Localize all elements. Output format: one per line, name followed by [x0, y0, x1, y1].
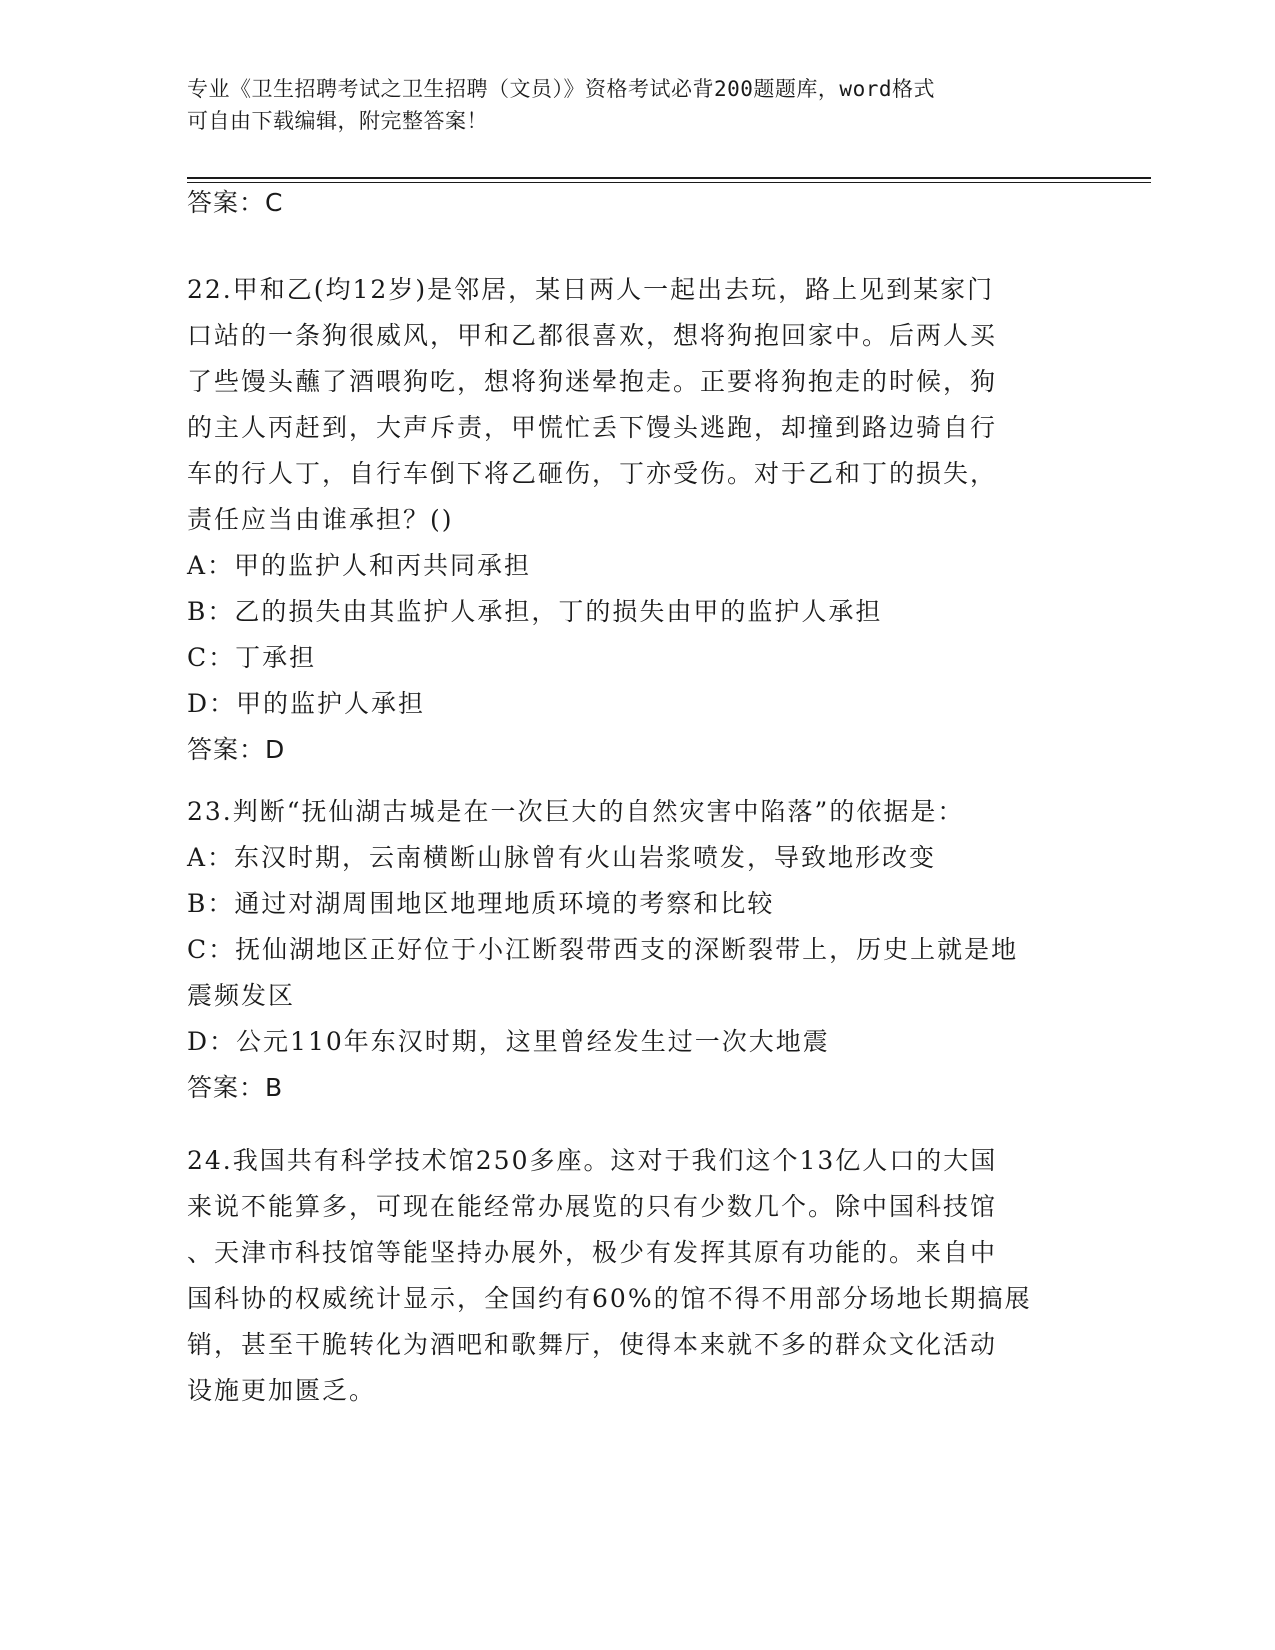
question-22	[187, 267, 1087, 773]
question-22-line-6: 责任应当由谁承担？()	[187, 505, 454, 534]
question-22-option-c: C：丁承担	[187, 643, 317, 672]
question-24-line-1: 24.我国共有科学技术馆250多座。这对于我们这个13亿人口的大国	[187, 1146, 998, 1175]
question-24-line-3: 、天津市科技馆等能坚持办展外，极少有发挥其原有功能的。来自中	[187, 1238, 998, 1267]
header-line-2: 可自由下载编辑，附完整答案！	[187, 109, 488, 133]
question-22-line-3: 了些馒头蘸了酒喂狗吃，想将狗迷晕抱走。正要将狗抱走的时候，狗	[187, 367, 998, 396]
question-23-answer: 答案：B	[187, 1073, 284, 1102]
question-22-line-5: 车的行人丁，自行车倒下将乙砸伤，丁亦受伤。对于乙和丁的损失，	[187, 459, 998, 488]
question-22-line-2: 口站的一条狗很威风，甲和乙都很喜欢，想将狗抱回家中。后两人买	[187, 321, 998, 350]
question-24-line-6: 设施更加匮乏。	[187, 1376, 377, 1405]
question-22-option-d: D：甲的监护人承担	[187, 689, 426, 718]
document-header	[187, 73, 1067, 137]
question-22-answer: 答案：D	[187, 735, 286, 764]
question-22-option-b: B：乙的损失由其监护人承担，丁的损失由甲的监护人承担	[187, 597, 883, 626]
question-23-option-b: B：通过对湖周围地区地理地质环境的考察和比较	[187, 889, 775, 918]
question-22-line-1: 22.甲和乙(均12岁)是邻居，某日两人一起出去玩，路上见到某家门	[187, 275, 995, 304]
question-23	[187, 789, 1087, 1111]
question-22-line-4: 的主人丙赶到，大声斥责，甲慌忙丢下馒头逃跑，却撞到路边骑自行	[187, 413, 998, 442]
answer-previous: 答案：C	[187, 188, 284, 217]
question-24-line-4: 国科协的权威统计显示，全国约有60%的馆不得不用部分场地长期搞展	[187, 1284, 1032, 1313]
header-divider-thick	[187, 177, 1151, 179]
question-24-line-2: 来说不能算多，可现在能经常办展览的只有少数几个。除中国科技馆	[187, 1192, 998, 1221]
question-24-line-5: 销，甚至干脆转化为酒吧和歌舞厅，使得本来就不多的群众文化活动	[187, 1330, 998, 1359]
question-22-option-a: A：甲的监护人和丙共同承担	[187, 551, 532, 580]
question-23-option-d: D：公元110年东汉时期，这里曾经发生过一次大地震	[187, 1027, 830, 1056]
question-23-option-c-cont: 震频发区	[187, 981, 296, 1010]
question-23-option-a: A：东汉时期，云南横断山脉曾有火山岩浆喷发，导致地形改变	[187, 843, 937, 872]
question-23-option-c: C：抚仙湖地区正好位于小江断裂带西支的深断裂带上，历史上就是地	[187, 935, 1019, 964]
header-line-1: 专业《卫生招聘考试之卫生招聘（文员）》资格考试必背200题题库，word格式	[187, 77, 935, 101]
question-24	[187, 1138, 1087, 1414]
question-23-line-1: 23.判断“抚仙湖古城是在一次巨大的自然灾害中陷落”的依据是：	[187, 797, 965, 826]
